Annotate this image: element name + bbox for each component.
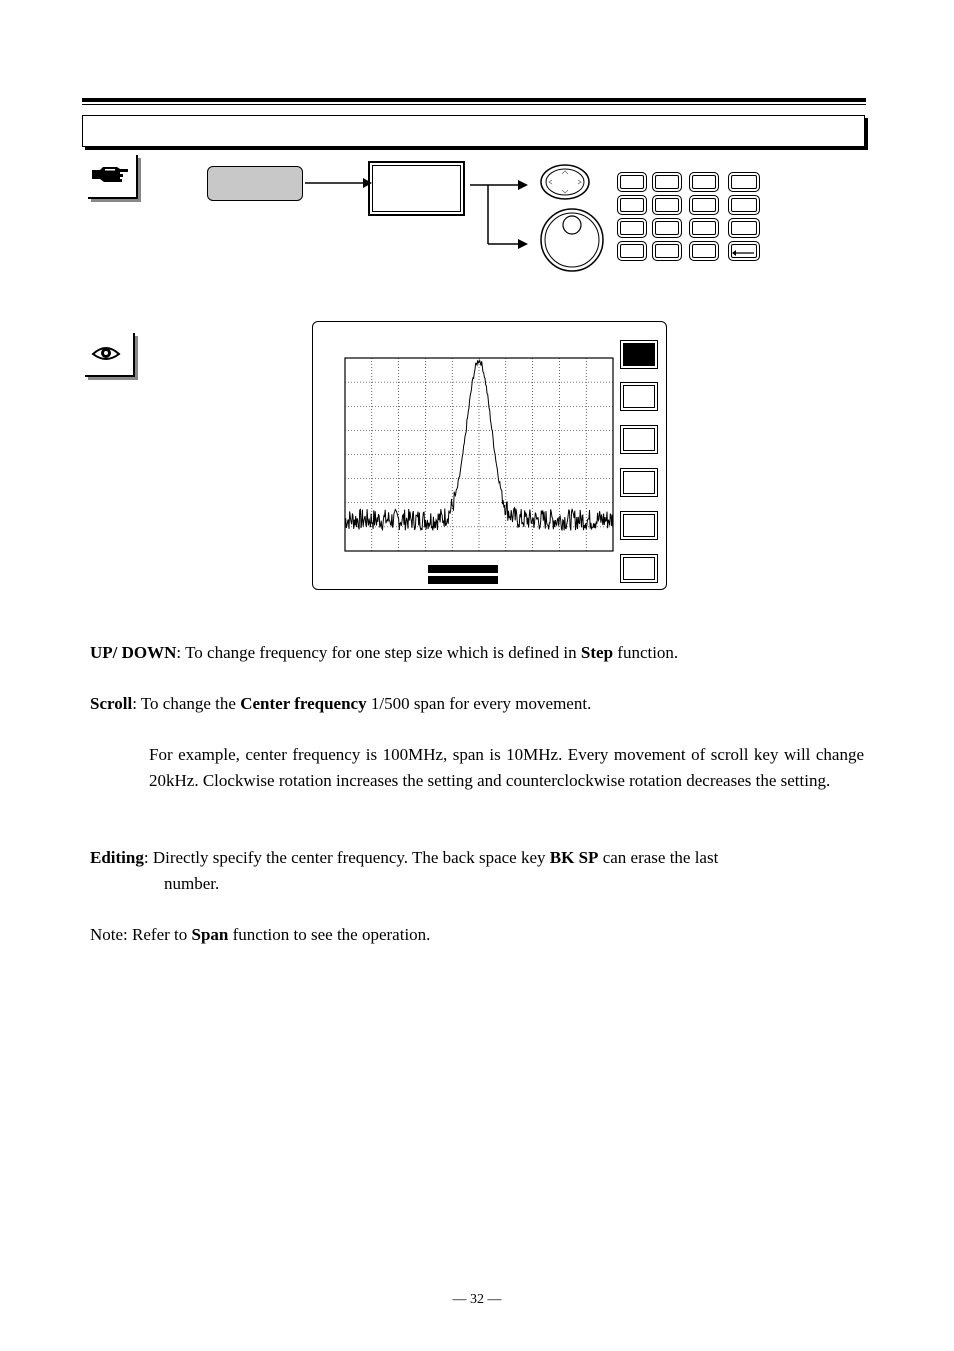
updown-key-cluster [541, 165, 589, 199]
softkey-1[interactable] [620, 340, 658, 369]
keypad-key[interactable] [617, 241, 647, 261]
keypad-key[interactable] [652, 195, 682, 215]
keypad-key[interactable] [728, 195, 760, 215]
spectrum-plot [344, 357, 614, 553]
keypad-key[interactable] [728, 172, 760, 192]
function-key[interactable] [207, 166, 303, 201]
scroll-paragraph: Scroll: To change the Center frequency 1/500 span for every movement. [90, 694, 592, 713]
section-title-box [82, 115, 865, 147]
editing-paragraph: Editing: Directly specify the center frequency. The back space key BK SP can erase the last number. [90, 848, 719, 893]
operation-diagram [300, 155, 620, 280]
softkey-6[interactable] [620, 554, 658, 583]
keypad-key[interactable] [652, 241, 682, 261]
softkey-3[interactable] [620, 425, 658, 454]
keypad-key[interactable] [617, 172, 647, 192]
keypad-key[interactable] [652, 218, 682, 238]
status-bar-top [428, 565, 498, 573]
enter-key[interactable] [728, 241, 760, 261]
keypad-key[interactable] [689, 241, 719, 261]
keypad-key[interactable] [689, 195, 719, 215]
example-paragraph: For example, center frequency is 100MHz, span is 10MHz. Every movement of scroll key will change 20kHz. Clockwise rotation increases the setting and counterclockwise rotation decreases the setting. [149, 745, 864, 790]
keypad-key[interactable] [617, 218, 647, 238]
display-icon-box [85, 333, 135, 377]
updown-paragraph: UP/ DOWN: To change frequency for one step size which is defined in Step function. [90, 643, 679, 662]
softkey-2[interactable] [620, 382, 658, 411]
scroll-knob [541, 209, 603, 271]
enter-arrow-icon [729, 242, 759, 260]
keypad-key[interactable] [652, 172, 682, 192]
keypad-key[interactable] [689, 218, 719, 238]
softkey-5[interactable] [620, 511, 658, 540]
note-paragraph: Note: Refer to Span function to see the operation. [90, 925, 431, 944]
header-rule-thick [82, 98, 866, 102]
header-rule-thin [82, 104, 866, 105]
page-number: — 32 — [452, 1292, 502, 1307]
keypad-key[interactable] [617, 195, 647, 215]
operation-icon-box [88, 155, 138, 199]
keypad-key[interactable] [728, 218, 760, 238]
status-bar-bottom [428, 576, 498, 584]
softkey-4[interactable] [620, 468, 658, 497]
keypad-key[interactable] [689, 172, 719, 192]
eye-icon [85, 333, 131, 373]
hand-pointer-icon [88, 155, 134, 195]
